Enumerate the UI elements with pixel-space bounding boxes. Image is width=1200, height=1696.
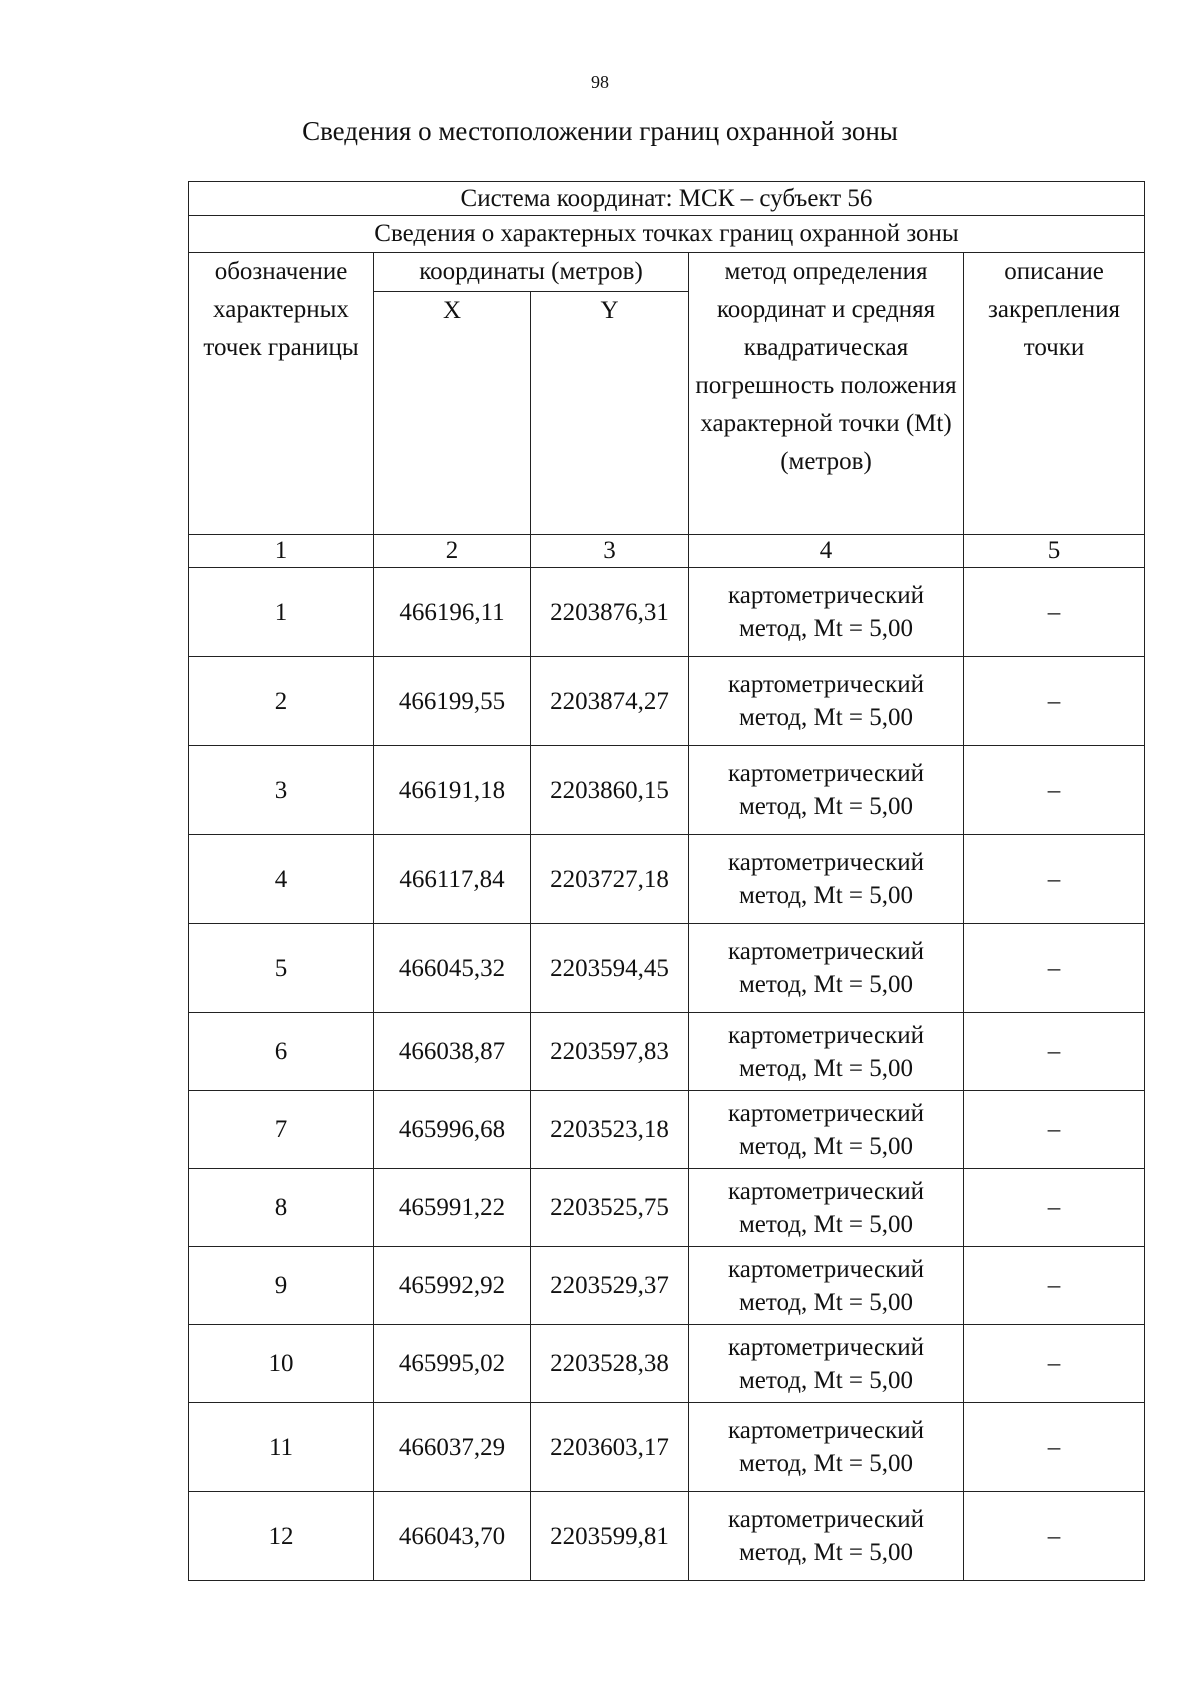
x-coordinate-cell: 466196,11 [374, 568, 531, 657]
y-coordinate-cell: 2203525,75 [531, 1169, 689, 1247]
point-number-cell: 3 [189, 746, 374, 835]
method-cell [689, 835, 964, 924]
column-number: 3 [531, 535, 689, 568]
y-coordinate-cell: 2203523,18 [531, 1091, 689, 1169]
fixing-cell: – [964, 568, 1145, 657]
method-cell [689, 1403, 964, 1492]
method-line: картометрический [728, 760, 924, 787]
method-cell [689, 568, 964, 657]
method-accuracy-line: метод, Mt = 5,00 [738, 1288, 914, 1316]
method-line: картометрический [728, 1099, 924, 1127]
method-cell [689, 657, 964, 746]
x-coordinate-cell: 466045,32 [374, 924, 531, 1013]
method-accuracy-line: метод, Mt = 5,00 [738, 882, 914, 909]
x-coordinate-cell: 465996,68 [374, 1091, 531, 1169]
fixing-cell: – [964, 1492, 1145, 1581]
method-cell [689, 1325, 964, 1403]
method-line: картометрический [728, 1333, 924, 1361]
method-line: картометрический [728, 1177, 924, 1205]
method-cell [689, 1247, 964, 1325]
points-info-label: Сведения о характерных точках границ охранной зоны [189, 216, 1145, 253]
method-line: картометрический [728, 1255, 924, 1283]
method-accuracy-line: метод, Mt = 5,00 [738, 793, 914, 820]
x-coordinate-cell: 466117,84 [374, 835, 531, 924]
point-number-cell: 2 [189, 657, 374, 746]
fixing-cell: – [964, 746, 1145, 835]
method-line: картометрический [728, 582, 924, 609]
header-fixing: описание закрепления точки [964, 253, 1145, 535]
table-row [189, 1091, 1145, 1169]
fixing-cell: – [964, 1169, 1145, 1247]
method-cell [689, 1091, 964, 1169]
table-row [189, 657, 1145, 746]
boundary-points-table [188, 181, 1145, 1581]
fixing-cell: – [964, 1091, 1145, 1169]
method-cell [689, 1013, 964, 1091]
point-number-cell: 9 [189, 1247, 374, 1325]
y-coordinate-cell: 2203529,37 [531, 1247, 689, 1325]
x-coordinate-cell: 466037,29 [374, 1403, 531, 1492]
column-number: 2 [374, 535, 531, 568]
column-number: 5 [964, 535, 1145, 568]
method-accuracy-line: метод, Mt = 5,00 [738, 1366, 914, 1394]
fixing-cell: – [964, 657, 1145, 746]
x-coordinate-cell: 466043,70 [374, 1492, 531, 1581]
x-coordinate-cell: 465995,02 [374, 1325, 531, 1403]
method-accuracy-line: метод, Mt = 5,00 [738, 1210, 914, 1238]
method-cell [689, 746, 964, 835]
point-number-cell: 10 [189, 1325, 374, 1403]
point-number-cell: 12 [189, 1492, 374, 1581]
method-line: картометрический [728, 1506, 924, 1533]
point-number-cell: 11 [189, 1403, 374, 1492]
method-cell [689, 924, 964, 1013]
header-y: Y [531, 292, 689, 535]
coordinate-system-label: Система координат: МСК – субъект 56 [189, 182, 1145, 216]
method-accuracy-line: метод, Mt = 5,00 [738, 615, 914, 642]
header-coordinates: координаты (метров) [374, 253, 689, 292]
document-title: Сведения о местоположении границ охранной зоны [302, 116, 898, 146]
method-accuracy-line: метод, Mt = 5,00 [738, 971, 914, 998]
method-accuracy-line: метод, Mt = 5,00 [738, 1132, 914, 1160]
method-line: картометрический [728, 1417, 924, 1444]
point-number-cell: 6 [189, 1013, 374, 1091]
column-number: 1 [189, 535, 374, 568]
method-accuracy-line: метод, Mt = 5,00 [738, 704, 914, 731]
table-row [189, 1013, 1145, 1091]
y-coordinate-cell: 2203594,45 [531, 924, 689, 1013]
point-number-cell: 4 [189, 835, 374, 924]
y-coordinate-cell: 2203874,27 [531, 657, 689, 746]
y-coordinate-cell: 2203727,18 [531, 835, 689, 924]
header-point-designation: обозначение характерных точек границы [189, 253, 374, 535]
table-row [189, 568, 1145, 657]
table-row [189, 746, 1145, 835]
y-coordinate-cell: 2203603,17 [531, 1403, 689, 1492]
table-row [189, 1247, 1145, 1325]
point-number-cell: 5 [189, 924, 374, 1013]
point-number-cell: 8 [189, 1169, 374, 1247]
table-row [189, 835, 1145, 924]
method-accuracy-line: метод, Mt = 5,00 [738, 1450, 914, 1477]
fixing-cell: – [964, 835, 1145, 924]
y-coordinate-cell: 2203876,31 [531, 568, 689, 657]
table-row [189, 924, 1145, 1013]
fixing-cell: – [964, 1403, 1145, 1492]
header-x: X [374, 292, 531, 535]
method-cell [689, 1492, 964, 1581]
method-line: картометрический [728, 1021, 924, 1049]
header-method: метод определения координат и средняя квадратическая погрешность положения характерной точки (Mt) (метров) [689, 253, 964, 535]
fixing-cell: – [964, 1247, 1145, 1325]
method-cell [689, 1169, 964, 1247]
table-row [189, 1169, 1145, 1247]
fixing-cell: – [964, 1325, 1145, 1403]
fixing-cell: – [964, 924, 1145, 1013]
x-coordinate-cell: 465991,22 [374, 1169, 531, 1247]
x-coordinate-cell: 466038,87 [374, 1013, 531, 1091]
column-number: 4 [689, 535, 964, 568]
method-line: картометрический [728, 671, 924, 698]
page-number: 98 [591, 72, 609, 92]
table-row [189, 1403, 1145, 1492]
y-coordinate-cell: 2203528,38 [531, 1325, 689, 1403]
x-coordinate-cell: 466199,55 [374, 657, 531, 746]
y-coordinate-cell: 2203599,81 [531, 1492, 689, 1581]
y-coordinate-cell: 2203860,15 [531, 746, 689, 835]
table-row [189, 1492, 1145, 1581]
y-coordinate-cell: 2203597,83 [531, 1013, 689, 1091]
method-accuracy-line: метод, Mt = 5,00 [738, 1054, 914, 1082]
point-number-cell: 7 [189, 1091, 374, 1169]
x-coordinate-cell: 466191,18 [374, 746, 531, 835]
x-coordinate-cell: 465992,92 [374, 1247, 531, 1325]
method-line: картометрический [728, 849, 924, 876]
fixing-cell: – [964, 1013, 1145, 1091]
table-row [189, 1325, 1145, 1403]
method-accuracy-line: метод, Mt = 5,00 [738, 1539, 914, 1566]
point-number-cell: 1 [189, 568, 374, 657]
method-line: картометрический [728, 938, 924, 965]
